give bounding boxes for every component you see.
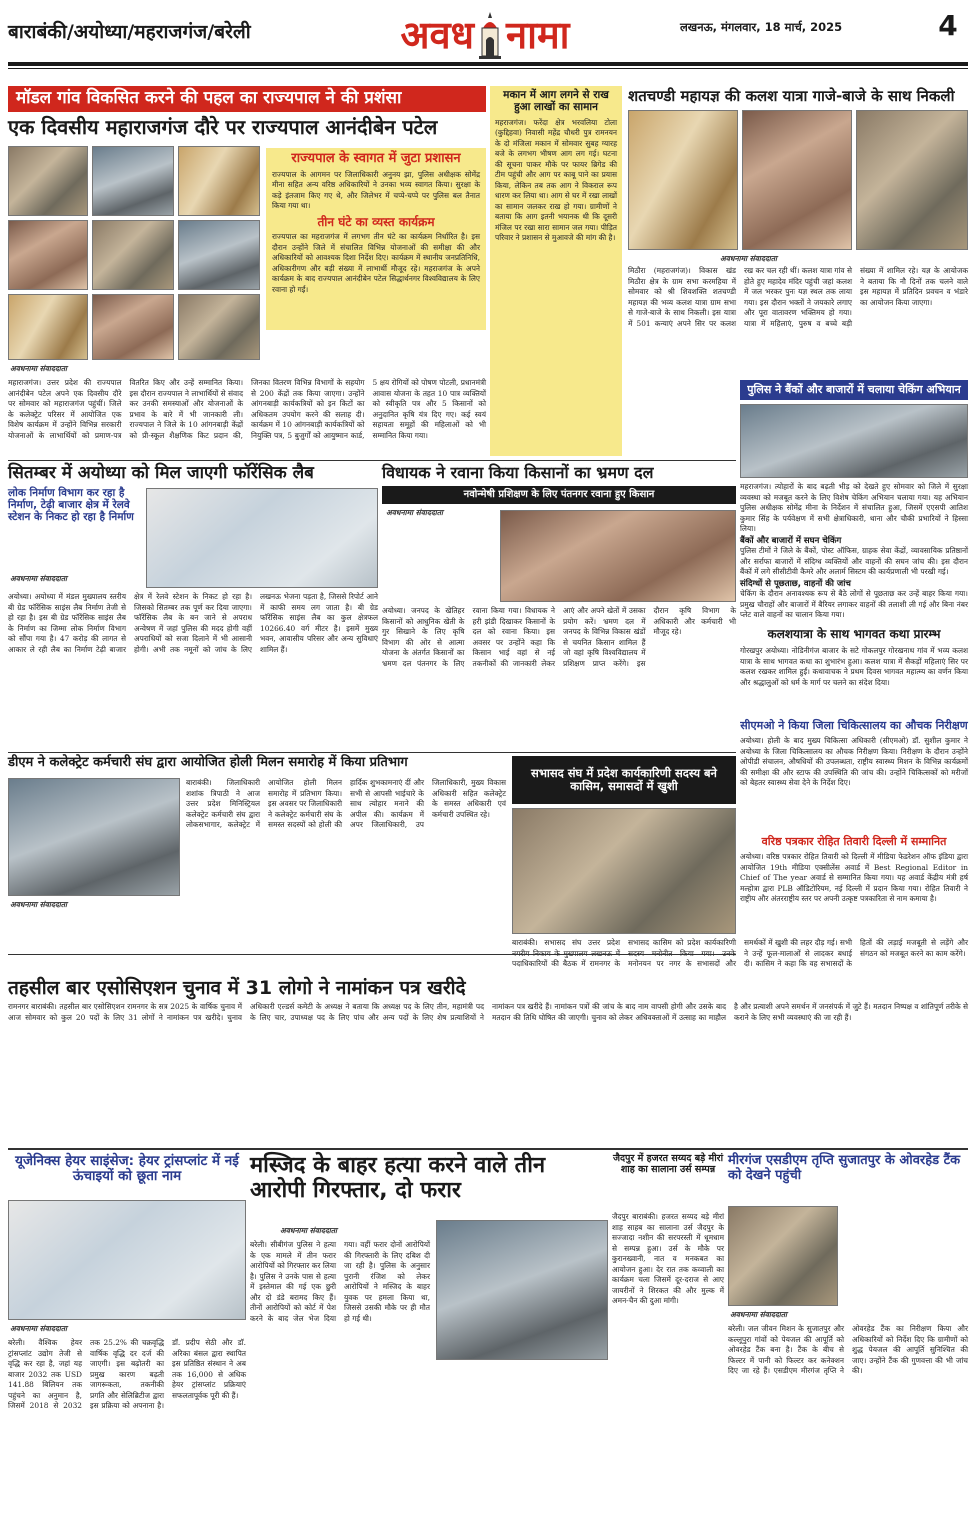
police-band-text: पुलिस ने बैंकों और बाजारों में चलाया चेकिंग अभियान xyxy=(747,382,961,396)
murder-body: बरेली। सीबीगंज पुलिस ने हत्या के एक मामले में तीन फरार आरोपियों को गिरफ्तार कर लिया है। पुलिस ने उनके पास से हत्या में इस्तेमाल की गई एक छुरी और दो डंडे बरामद किए हैं। तीनों आरोपियों को कोर्ट में पेश करने के बाद जेल भेज दिया गया। वहीं फरार दोनों आरोपियों की गिरफ्तारी के लिए दबिश दी जा रही है। पुलिस के अनुसार पुरानी रंजिश को लेकर आरोपियों ने मस्जिद के बाहर युवक पर हमला किया था, जिससे उसकी मौके पर ही मौत हो गई थी। xyxy=(250,1240,430,1323)
tank-byline: अवधनामा संवाददाता xyxy=(730,1310,787,1319)
forensic-photo xyxy=(146,488,378,588)
section-title: बाराबंकी/अयोध्या/महराजगंज/बरेली xyxy=(8,21,251,43)
tank-headline: मीरगंज एसडीएम तृप्ति सुजातपुर के ओवरहेड टैंक को देखने पहुंची xyxy=(728,1153,961,1183)
fire-headline: मकान में आग लगने से राख हुआ लाखों का सामान xyxy=(503,89,609,113)
tehsil-headline: तहसील बार एसोसिएशन चुनाव में 31 लोगो ने नामांकन पत्र खरीदे xyxy=(8,977,466,999)
cmo-headline: सीएमओ ने किया जिला चिकित्सालय का औचक निरीक्षण xyxy=(740,719,968,732)
hair-photo xyxy=(8,1200,246,1320)
urs-headline: जैदपुर में हजरत सय्यद बड़े मीरां शाह का सालाना उर्स सम्पन्न xyxy=(612,1153,724,1175)
police-photo xyxy=(740,404,968,478)
fire-body: महराजगंज। फरेंदा क्षेत्र भरवलिया टोला (कुद्दिहवा) निवासी महेंद्र चौधरी पुत्र रामनयन के दो मंजिला मकान में सोमवार सुबह ग्यारह बजे के लगभग भीषण आग लग गई। घटना की सूचना पाकर मौके पर फायर ब्रिगेड की टीम पहुंची और आग पर काबू पाने का प्रयास किया, लेकिन तब तक आग ने विकराल रूप धारण कर लिया था। आग से घर में रखा लाखों का सामान जलकर राख हो गया। ग्रामीणों ने बताया कि आग इतनी भयानक थी कि दूसरी मंजिल पर रखा सारा सामान जल गया। पीड़ित परिवार ने प्रशासन से मुआवजे की मांग की है। xyxy=(495,117,617,243)
hair-byline: अवधनामा संवाददाता xyxy=(10,1324,67,1333)
dateline: लखनऊ, मंगलवार, 18 मार्च, 2025 xyxy=(680,20,843,34)
governor-headline: एक दिवसीय महाराजगंज दौरे पर राज्यपाल आनंदीबेन पटेल xyxy=(8,115,438,139)
governor-photo-2 xyxy=(92,146,174,216)
hair-headline: यूजेनिक्स हेयर साइंसेज: हेयर ट्रांसप्लांट में नई ऊंचाइयों को छूता नाम xyxy=(15,1153,239,1185)
governor-body1: राज्यपाल के आगमन पर जिलाधिकारी अनुनय झा, पुलिस अधीक्षक सोमेंद्र मीना सहित अन्य वरिष्ठ अधिकारियों ने उनका भव्य स्वागत किया। सुरक्षा के कड़े इंतजाम किए गए थे, और जिलेभर में चप्पे-चप्पे पर पुलिस बल तैनात किया गया था। xyxy=(272,169,480,211)
logo xyxy=(385,6,585,64)
forensic-byline: अवधनामा संवाददाता xyxy=(10,574,67,583)
journalist-body: अयोध्या। वरिष्ठ पत्रकार रोहित तिवारी को दिल्ली में मीडिया फेडरेशन ऑफ इंडिया द्वारा आयोजित 19th मीडिया एक्सीलेंस अवार्ड में Best Regional Editor in Chief of The year अवार्ड से सम्मानित किया गया। यह अवार्ड केंद्रीय मंत्री हर्ष मल्होत्रा द्वारा PLB ऑडिटोरियम, नई दिल्ली में प्रदान किया गया। रोहित तिवारी ने राष्ट्रीय और अंतरराष्ट्रीय स्तर पर अपनी उत्कृष्ट पत्रकारिता से नाम कमाया है। xyxy=(740,852,968,904)
masthead-rule xyxy=(8,62,968,66)
urs-body: जैदपुर बाराबंकी। हजरत सय्यद बड़े मीरां शाह साहब का सालाना उर्स जैदपुर के सज्जादा नशीन की सरपरस्ती में धूमधाम से सम्पन्न हुआ। उर्स के मौके पर कुरानख्वानी, नात व मनकबत का आयोजन हुआ। देर रात तक कव्वाली का कार्यक्रम चला जिसमें दूर-दराज से आए जायरीनों ने शिरकत की और मुल्क में अमन-चैन की दुआ मांगी। xyxy=(612,1212,724,1306)
kalash-headline: शतचण्डी महायज्ञ की कलश यात्रा गाजे-बाजे के साथ निकली xyxy=(628,87,955,105)
logo-right-text: नामा xyxy=(506,12,570,57)
farmers-photo xyxy=(500,510,736,602)
kalash-body: मिठौरा (महराजगंज)। विकास खंड मिठौरा क्षेत्र के ग्राम सभा करमहिया में सोमवार को श्री शिवशक्ति शतचण्डी महायज्ञ की भव्य कलश यात्रा ग्राम सभा से गाजे-बाजे के साथ निकली। इस यात्रा में 501 कन्याएं अपने सिर पर कलश रख कर चल रही थीं। कलश यात्रा गांव से होते हुए महादेव मंदिर पहुंची जहां कलश में जल भरकर पुनः यज्ञ स्थल तक लाया गया। इस दौरान भक्तों ने जयकारे लगाए और पूरा वातावरण भक्तिमय हो गया। यात्रा में महिलाएं, पुरुष व बच्चे बड़ी संख्या में शामिल रहे। यज्ञ के आयोजक ने बताया कि नौ दिनों तक चलने वाले इस महायज्ञ में प्रतिदिन प्रवचन व भंडारे का आयोजन किया जाएगा। xyxy=(628,266,968,328)
governor-sub2: तीन घंटे का व्यस्त कार्यक्रम xyxy=(317,214,435,229)
police-band xyxy=(740,380,968,400)
police-content xyxy=(740,482,968,624)
kalash-photo-1 xyxy=(628,110,738,250)
tank-photo xyxy=(728,1206,838,1306)
kalash-photo-3 xyxy=(856,110,968,250)
fire-box xyxy=(490,86,622,456)
masthead-section xyxy=(8,14,338,54)
murder-headline: मस्जिद के बाहर हत्या करने वाले तीन आरोपी गिरफ्तार, दो फरार xyxy=(250,1153,546,1203)
minaret-icon xyxy=(475,10,505,60)
police-sub1: बैंकों और बाजारों में सघन चेकिंग xyxy=(740,535,842,546)
governor-photo-3 xyxy=(178,146,260,216)
farmers-headline: विधायक ने रवाना किया किसानों का भ्रमण दल xyxy=(382,463,654,482)
kalash-photo-2 xyxy=(742,110,852,250)
divider-3 xyxy=(8,954,736,955)
police-body2: पुलिस टीमों ने जिले के बैंकों, पोस्ट ऑफिस, ग्राहक सेवा केंद्रों, व्यावसायिक प्रतिष्ठानों और सर्राफा बाजारों में संदिग्ध व्यक्तियों और वाहनों की सघन जांच की। इस दौरान बैंकों में लगे सीसीटीवी कैमरे और अलार्म सिस्टम की कार्यप्रणाली भी परखी गई। xyxy=(740,546,968,577)
divider-4 xyxy=(8,1148,968,1150)
murder-photo xyxy=(436,1220,608,1360)
masthead-rule-thin xyxy=(8,68,968,69)
governor-photo-7 xyxy=(8,294,88,360)
tank-body: बरेली। जल जीवन मिशन के सुजातपुर और कल्लूपुरा गांवों को पेयजल की आपूर्ति को ओवरहेड टैंक बना है। टैंक के बीच से फिल्टर में पानी को फिल्टर कर कनेक्शन दिए जा रहे हैं। एसडीएम मीरगंज तृप्ति ने ओवरहेड टैंक का निरीक्षण किया और अधिकारियों को निर्देश दिए कि ग्रामीणों को शुद्ध पेयजल की आपूर्ति सुनिश्चित की जाए। उन्होंने टैंक की गुणवत्ता की भी जांच की। xyxy=(728,1324,968,1376)
governor-photo-1 xyxy=(8,146,88,216)
governor-band-text: मॉडल गांव विकसित करने की पहल का राज्यपाल ने की प्रशंसा xyxy=(16,88,402,109)
governor-photo-8 xyxy=(92,294,174,360)
governor-photo-5 xyxy=(92,220,174,290)
governor-band xyxy=(8,86,486,112)
sabhasad-headline: सभासद संघ में प्रदेश कार्यकारिणी सदस्य बने कासिम, समासदों में खुशी xyxy=(531,766,717,793)
farmers-byline: अवधनामा संवाददाता xyxy=(386,508,443,517)
bhagwat-headline: कलशयात्रा के साथ भागवत कथा प्रारम्भ xyxy=(767,627,941,641)
hair-body: बरेली। वैश्विक हेयर ट्रांसप्लांट उद्योग तेजी से वृद्धि कर रहा है, जहां यह बाजार 2032 तक USD 141.88 बिलियन तक पहुंचने का अनुमान है, जिसमें 2018 से 2032 तक 25.2% की चक्रवृद्धि वार्षिक वृद्धि दर दर्ज की जाएगी। इस बढ़ोतरी का प्रमुख कारण बढ़ती जागरूकता, तकनीकी प्रगति और सेलिब्रिटीज द्वारा इस प्रक्रिया को अपनाना है। डॉ. प्रदीप सेठी और डॉ. अरिका बंसल द्वारा स्थापित इस प्रतिष्ठित संस्थान ने अब तक 16,000 से अधिक हेयर ट्रांसप्लांट प्रक्रियाएं सफलतापूर्वक पूरी की हैं। xyxy=(8,1338,246,1411)
governor-photo-9 xyxy=(178,294,260,360)
sabhasad-headline-box xyxy=(512,756,736,804)
sabhasad-photo xyxy=(512,808,736,934)
murder-byline: अवधनामा संवाददाता xyxy=(280,1226,337,1235)
forensic-side-headline: लोक निर्माण विभाग कर रहा है निर्माण, टेढ़ी बाजार क्षेत्र में रेलवे स्टेशन के निकट हो रहा है निर्माण xyxy=(8,487,134,523)
farmers-subband xyxy=(382,486,736,504)
governor-sidebar xyxy=(266,148,486,330)
governor-body3: महाराजगंज। उत्तर प्रदेश की राज्यपाल आनंदीबेन पटेल अपने एक दिवसीय दौरे पर सोमवार को महाराजगंज पहुंचीं। जिले के कलेक्ट्रेट परिसर में आयोजित एक विशेष कार्यक्रम में उन्होंने विभिन्न सरकारी योजनाओं के लाभार्थियों को प्रमाण-पत्र वितरित किए और उन्हें सम्मानित किया। इस दौरान राज्यपाल ने लाभार्थियों से संवाद कर उनकी समस्याओं और योजनाओं के प्रभाव के बारे में भी जानकारी ली। राज्यपाल ने जिले के 10 आंगनबाड़ी केंद्रों को प्री-स्कूल शैक्षणिक किट प्रदान की, जिनका वितरण विभिन्न विभागों के सहयोग से 200 केंद्रों तक किया जाएगा। उन्होंने आंगनबाड़ी कार्यकत्रियों को इन किटों का अधिकतम उपयोग करने की सलाह दी। कार्यक्रम में 10 आंगनबाड़ी कार्यकत्रियों को नियुक्ति पत्र, 5 बुजुर्गों को आयुष्मान कार्ड, 5 क्षय रोगियों को पोषण पोटली, प्रधानमंत्री आवास योजना के तहत 10 पात्र व्यक्तियों को स्वीकृति पत्र और 5 किसानों को अनुदानित कृषि यंत्र दिए गए। कई स्वयं सहायता समूहों की महिलाओं को भी सम्मानित किया गया। xyxy=(8,378,486,440)
holi-headline: डीएम ने कलेक्ट्रेट कर्मचारी संघ द्वारा आयोजित होली मिलन समारोह में किया प्रतिभाग xyxy=(8,755,408,770)
police-body: महराजगंज। त्योहारों के बाद बढ़ती भीड़ को देखते हुए सोमवार को जिले में सुरक्षा व्यवस्था को मजबूत करने के लिए विशेष चेकिंग अभियान चलाया गया। यह अभियान पुलिस अधीक्षक सोमेंद्र मीना के निर्देशन में संचालित हुआ, जिसमें एएसपी आतिश कुमार सिंह के पर्यवेक्षण में सभी क्षेत्राधिकारी, थाना और चौकी प्रभारियों ने हिस्सा लिया। xyxy=(740,482,968,534)
governor-photo-6 xyxy=(178,220,260,290)
police-sub2: संदिग्धों से पूछताछ, वाहनों की जांच xyxy=(740,578,851,589)
kalash-byline: अवधनामा संवाददाता xyxy=(720,254,777,263)
forensic-body: अयोध्या। अयोध्या में मंडल मुख्यालय स्तरीय बी ग्रेड फॉरेंसिक साइंस लैब निर्माण तेजी से हो रहा है। इस बी ग्रेड फॉरेंसिक साइंस लैब के निर्माण का जिम्मा लोक निर्माण विभाग को सौंपा गया है। 47 करोड़ की लागत से आकार ले रही लैब का निर्माण टेढ़ी बाजार क्षेत्र में रेलवे स्टेशन के निकट हो रहा है। जिसको सितम्बर तक पूर्ण कर दिया जाएगा। फॉरेंसिक लैब के बन जाने से अपराध अन्वेषण में जहां पुलिस की मदद होगी वहीं अपराधियों को सजा दिलाने में भी आसानी होगी। अभी तक नमूनों को जांच के लिए लखनऊ भेजना पड़ता है, जिससे रिपोर्ट आने में काफी समय लग जाता है। बी ग्रेड फॉरेंसिक साइंस लैब का कुल क्षेत्रफल 10266.40 वर्ग मीटर है। इसमें मुख्य भवन, आवासीय परिसर और अन्य सुविधाएं शामिल हैं। xyxy=(8,592,378,654)
farmers-body: अयोध्या। जनपद के खेतिहर किसानों को आधुनिक खेती के गुर सिखाने के लिए कृषि विभाग की ओर से आत्मा योजना के अंतर्गत किसानों का भ्रमण दल पंतनगर के लिए रवाना किया गया। विधायक ने हरी झंडी दिखाकर किसानों के दल को रवाना किया। इस अवसर पर उन्होंने कहा कि किसान भाई वहां से नई तकनीकों की जानकारी लेकर आएं और अपने खेतों में उसका प्रयोग करें। भ्रमण दल में जनपद के विभिन्न विकास खंडों से चयनित किसान शामिल हैं जो वहां कृषि विश्वविद्यालय में प्रशिक्षण प्राप्त करेंगे। इस दौरान कृषि विभाग के अधिकारी और कर्मचारी भी मौजूद रहे। xyxy=(382,606,736,668)
divider-1 xyxy=(8,460,736,461)
police-body3: चेकिंग के दौरान अनावश्यक रूप से बैठे लोगों से पूछताछ कर उन्हें बाहर किया गया। प्रमुख चौराहों और बाजारों में बैरियर लगाकर वाहनों की तलाशी ली गई और बिना नंबर प्लेट वाले वाहनों का चालान किया गया। xyxy=(740,589,968,620)
bhagwat-body: गोरखपुर अयोध्या। नोडिनीगंज बाजार के सटे गोकलपुर गोरखनाथ गांव में भव्य कलश यात्रा के साथ भागवत कथा का शुभारंभ हुआ। कलश यात्रा में सैकड़ों महिलाएं सिर पर कलश रखकर शामिल हुईं। कथावाचक ने प्रथम दिवस भागवत महात्म्य का वर्णन किया और श्रद्धालुओं को धर्म के मार्ग पर चलने का संदेश दिया। xyxy=(740,646,968,687)
governor-photo-4 xyxy=(8,220,88,290)
holi-photo xyxy=(8,778,180,896)
sabhasad-body: बाराबंकी। सभासद संघ उत्तर प्रदेश पदाधिकारियों की बैठक में रामनगर के सभासद कासिम को प्रदेश कार्यकारिणी मनोनयन पर नगर के सभासदों और समर्थकों में खुशी की लहर दौड़ गई। सभी ने उन्हें फूल-मालाओं से लादकर बधाई दी। कासिम ने कहा कि वह सभासदों के हितों की लड़ाई मजबूती से लड़ेंगे और संगठन को मजबूत करने का काम करेंगे। xyxy=(512,938,968,969)
page-number: 4 xyxy=(938,9,958,42)
farmers-subband-text: नवोन्मेषी प्रशिक्षण के लिए पंतनगर रवाना हुए किसान xyxy=(463,489,655,501)
governor-byline: अवधनामा संवाददाता xyxy=(10,364,67,373)
governor-body2: राज्यपाल का महराजगंज में लगभग तीन घंटे का कार्यक्रम निर्धारित है। इस दौरान उन्होंने जिले में संचालित विभिन्न योजनाओं की समीक्षा की और अधिकारियों को आवश्यक दिशा निर्देश दिए। कार्यक्रम में स्थानीय जनप्रतिनिधि, अधिकारीगण और बड़ी संख्या में लाभार्थी मौजूद रहे। महराजगंज के अपने कार्यक्रम के बाद राज्यपाल आनंदीबेन पटेल सिद्धार्थनगर विश्वविद्यालय के लिए रवाना हो गईं। xyxy=(272,232,480,294)
tehsil-body: रामनगर बाराबंकी। तहसील बार एसोसिएशन रामनगर के सत्र 2025 के वार्षिक चुनाव में आज सोमवार को कुल 20 पदों के लिए 31 लोगों ने नामांकन पत्र खरीदे। चुनाव अधिकारी एल्डर्स कमेटी के अध्यक्ष ने बताया कि अध्यक्ष पद के लिए तीन, महामंत्री पद के लिए चार, उपाध्यक्ष पद के लिए पांच और अन्य पदों के लिए शेष प्रत्याशियों ने नामांकन पत्र खरीदे हैं। नामांकन पत्रों की जांच के बाद नाम वापसी होगी और उसके बाद मतदान की तिथि घोषित की जाएगी। चुनाव को लेकर अधिवक्ताओं में उत्साह का माहौल है और प्रत्याशी अपने समर्थन में जनसंपर्क में जुटे हैं। मतदान निष्पक्ष व शांतिपूर्ण तरीके से कराने के लिए सभी व्यवस्थाएं की जा रही हैं। xyxy=(8,1002,968,1022)
holi-body: बाराबंकी। जिलाधिकारी शशांक त्रिपाठी ने आज उत्तर प्रदेश मिनिस्ट्रियल कलेक्ट्रेट कर्मचारी संघ द्वारा लोकसभागार, कलेक्ट्रेट में आयोजित होली मिलन समारोह में प्रतिभाग किया। इस अवसर पर जिलाधिकारी ने कलेक्ट्रेट कर्मचारी संघ के समस्त सदस्यों को होली की हार्दिक शुभकामनाएं दीं और सभी से आपसी भाईचारे के साथ त्योहार मनाने की अपील की। कार्यक्रम में अपर जिलाधिकारी, उप जिलाधिकारी, मुख्य विकास अधिकारी सहित कलेक्ट्रेट के समस्त अधिकारी एवं कर्मचारी उपस्थित रहे। xyxy=(186,778,506,830)
cmo-body: अयोध्या। होली के बाद मुख्य चिकित्सा अधिकारी (सीएमओ) डॉ. सुशील कुमार ने अयोध्या के जिला चिकित्सालय का औचक निरीक्षण किया। निरीक्षण के दौरान उन्होंने ओपीडी संचालन, औषधियों की उपलब्धता, राष्ट्रीय स्वास्थ्य मिशन के विभिन्न कार्यक्रमों की समीक्षा की और स्टाफ की उपस्थिति की जांच की। उन्होंने चिकित्सकों को मरीजों को बेहतर स्वास्थ्य सेवा देने के निर्देश दिए। xyxy=(740,736,968,788)
logo-left-text: अवध xyxy=(400,12,475,57)
holi-byline: अवधनामा संवाददाता xyxy=(10,900,67,909)
divider-2 xyxy=(8,752,736,753)
journalist-headline: वरिष्ठ पत्रकार रोहित तिवारी दिल्ली में सम्मानित xyxy=(761,835,947,848)
forensic-headline: सितम्बर में अयोध्या को मिल जाएगी फॉरेंसिक लैब xyxy=(8,463,314,483)
governor-sub1: राज्यपाल के स्वागत में जुटा प्रशासन xyxy=(291,151,461,166)
